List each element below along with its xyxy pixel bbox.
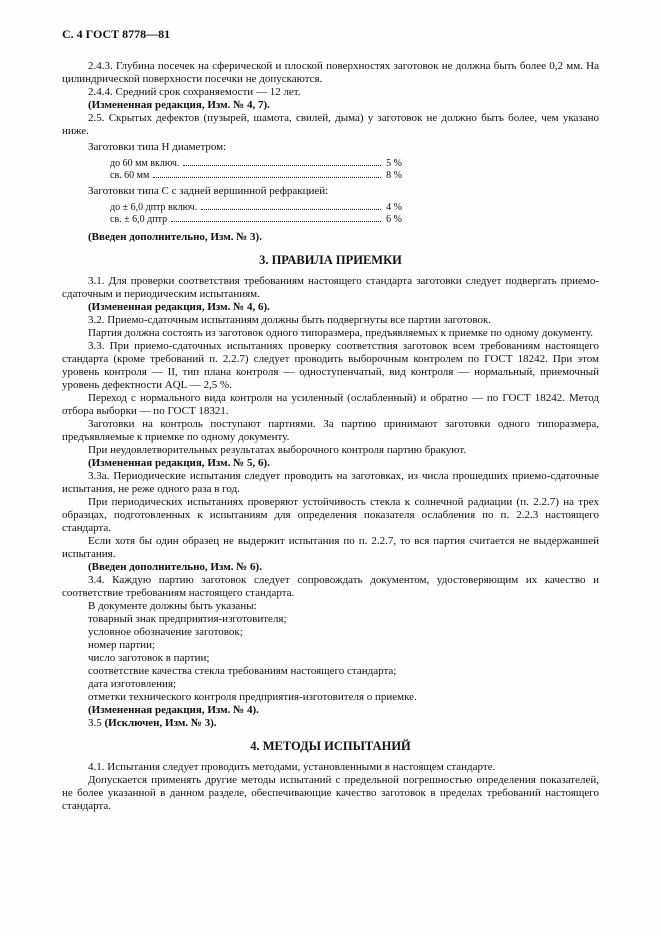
leader-label: до 60 мм включ. xyxy=(110,158,180,169)
amendment-note-2-4-4: (Измененная редакция, Изм. № 4, 7). xyxy=(88,99,270,111)
leader-dots xyxy=(183,165,381,166)
paragraph-3-2b: Партия должна состоять из заготовок одного типоразмера, предъявляемых к приемке по одному документу. xyxy=(88,327,594,339)
amendment-note-3-3a: (Введен дополнительно, Изм. № 6). xyxy=(88,561,262,573)
doc-list-line: число заготовок в партии; xyxy=(88,652,210,664)
leader-value: 8 % xyxy=(386,170,402,181)
leader-label: до ± 6,0 дптр включ. xyxy=(110,202,198,213)
leader-value: 4 % xyxy=(386,202,402,213)
leader-dots xyxy=(153,177,381,178)
paragraph-3-3c: Заготовки на контроль поступают партиями. За партию принимают заготовки одного типоразмера, предъявляемые к приемке по одному документу. xyxy=(62,418,599,443)
section-heading-3: 3. ПРАВИЛА ПРИЕМКИ xyxy=(259,253,402,267)
paragraph-3-5-number: 3.5 xyxy=(88,717,102,729)
leader-label: св. 60 мм xyxy=(110,170,150,181)
leader-label: св. ± 6,0 дптр xyxy=(110,214,168,225)
leader-row xyxy=(110,158,402,169)
type-c-list-title: Заготовки типа С с задней вершинной рефракцией: xyxy=(88,185,329,197)
doc-list-line: соответствие качества стекла требованиям настоящего стандарта; xyxy=(88,665,397,677)
type-c-leader-list xyxy=(110,202,402,225)
section-heading-4: 4. МЕТОДЫ ИСПЫТАНИЙ xyxy=(250,739,411,753)
paragraph-3-3a-3: Если хотя бы один образец не выдержит испытания по п. 2.2.7, то вся партия считается не выдержавшей испытания. xyxy=(62,535,599,560)
paragraph-2-4-3: 2.4.3. Глубина посечек на сферической и плоской поверхностях заготовок не должна быть более 0,2 мм. На цилиндрической поверхности посечки не допускаются. xyxy=(62,60,599,85)
amendment-note-3-4: (Измененная редакция, Изм. № 4). xyxy=(88,704,259,716)
paragraph-2-5: 2.5. Скрытых дефектов (пузырей, шамота, свилей, дыма) у заготовок не должно быть более, чем указано ниже. xyxy=(62,112,599,137)
type-h-leader-list xyxy=(110,158,402,181)
type-h-list-title: Заготовки типа Н диаметром: xyxy=(88,141,227,153)
paragraph-3-3a-1: 3.3а. Периодические испытания следует проводить на заготовках, из числа прошедших приемо-сдаточные испытания, не реже одного раза в год. xyxy=(62,470,599,495)
paragraph-3-3d: При неудовлетворительных результатах выборочного контроля партию бракуют. xyxy=(88,444,467,456)
paragraph-3-4: 3.4. Каждую партию заготовок следует сопровождать документом, удостоверяющим их качество и соответствие требованиям настоящего стандарта. xyxy=(62,574,599,599)
paragraph-3-2: 3.2. Приемо-сдаточным испытаниям должны быть подвергнуты все партии заготовок. xyxy=(88,314,492,326)
paragraph-4-1b: Допускается применять другие методы испытаний с предельной погрешностью определения показателей, не более указанной в данном разделе, обеспечивающие качество заготовок в пределах требований настоящего стандарта. xyxy=(62,774,599,812)
leader-dots xyxy=(171,221,381,222)
paragraph-3-5 xyxy=(62,717,599,730)
amendment-note-3-1: (Измененная редакция, Изм. № 4, 6). xyxy=(88,301,270,313)
leader-dots xyxy=(201,209,381,210)
paragraph-4-1: 4.1. Испытания следует проводить методами, установленными в настоящем стандарте. xyxy=(88,761,496,773)
doc-list-line: номер партии; xyxy=(88,639,156,651)
leader-value: 6 % xyxy=(386,214,402,225)
amendment-note-2-5: (Введен дополнительно, Изм. № 3). xyxy=(88,231,262,243)
leader-row xyxy=(110,202,402,213)
page-header: С. 4 ГОСТ 8778—81 xyxy=(62,27,171,41)
paragraph-3-3a-2: При периодических испытаниях проверяют устойчивость стекла к солнечной радиации (п. 2.2.7) на трех образцах, подготовленных к испытаниям для определения показателя ослабления по п. 2.2.3 настоящего стандарта. xyxy=(62,496,599,534)
paragraph-3-3: 3.3. При приемо-сдаточных испытаниях проверку соответствия заготовок всем требованиям настоящего стандарта (кроме требований п. 2.2.7) следует проводить выборочным контролем по ГОСТ 18242. При этом уровень контроля — II, тип плана контроля — одноступенчатый, вид контроля — нормальный, приемочный уровень дефектности AQL — 2,5 %. xyxy=(62,340,599,391)
doc-list-line: отметки технического контроля предприятия-изготовителя о приемке. xyxy=(88,691,417,703)
doc-list-line: условное обозначение заготовок; xyxy=(88,626,243,638)
paragraph-3-4b: В документе должны быть указаны: xyxy=(88,600,257,612)
doc-list-line: товарный знак предприятия-изготовителя; xyxy=(88,613,287,625)
leader-row xyxy=(110,214,402,225)
amendment-note-3-3: (Измененная редакция, Изм. № 5, 6). xyxy=(88,457,270,469)
doc-list-line: дата изготовления; xyxy=(88,678,177,690)
paragraph-2-4-4: 2.4.4. Средний срок сохраняемости — 12 лет. xyxy=(88,86,301,98)
exclusion-note-3-5: (Исключен, Изм. № 3). xyxy=(104,717,217,729)
paragraph-3-1: 3.1. Для проверки соответствия требованиям настоящего стандарта заготовки следует подвергать приемо-сдаточным и периодическим испытаниям. xyxy=(62,275,599,300)
leader-row xyxy=(110,170,402,181)
leader-value: 5 % xyxy=(386,158,402,169)
paragraph-3-3b: Переход с нормального вида контроля на усиленный (ослабленный) и обратно — по ГОСТ 18242. Метод отбора выборки — по ГОСТ 18321. xyxy=(62,392,599,417)
